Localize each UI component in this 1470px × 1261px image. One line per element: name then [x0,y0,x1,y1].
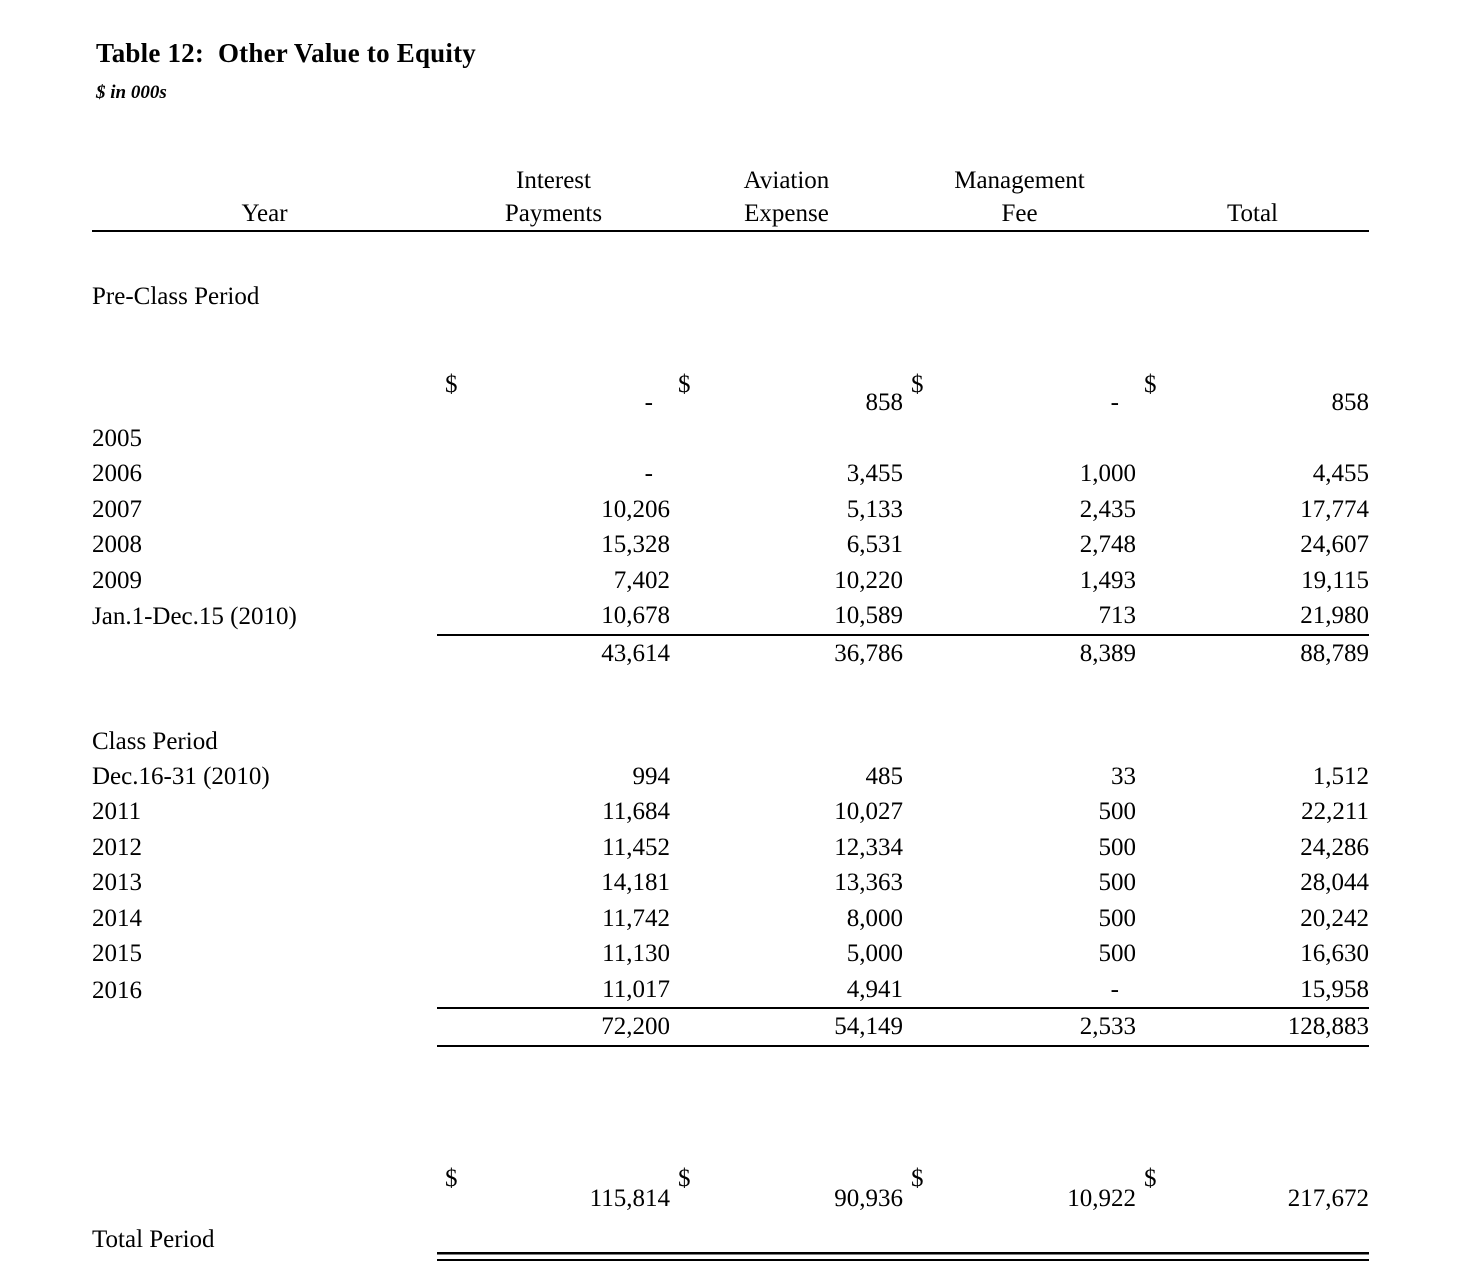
cell-value: 115,814 [589,1185,670,1212]
table-row [92,794,1369,830]
cell-total: 21,980 [1136,598,1369,635]
cell-aviation-expense: 485 [865,762,903,790]
cell-aviation-expense: 13,363 [834,869,903,896]
table-row [92,936,1369,972]
cell-total [1136,314,1369,456]
header-line2 [92,197,1369,231]
row-label: 2008 [92,531,142,558]
cell-aviation-expense: 6,531 [846,531,903,558]
cell-aviation-expense: 12,334 [834,833,903,861]
column-header-management: Fee [903,197,1136,231]
subtotal-aviation-expense: 36,786 [834,639,903,667]
table-row [92,456,1369,492]
cell-total: 20,242 [1300,904,1369,932]
cell-interest-payments: 11,017 [437,972,670,1009]
cell-value: 10,922 [1067,1185,1136,1212]
cell-management-fee: 500 [1098,798,1136,825]
header-line1 [92,164,1369,197]
cell-value: - [644,389,653,416]
table-row [92,830,1369,866]
cell-aviation-expense: 10,027 [834,798,903,825]
cell-interest-payments: 14,181 [601,869,670,896]
cell-aviation-expense: 4,941 [670,972,903,1009]
table-row [92,901,1369,937]
column-header-aviation: Expense [670,197,903,231]
column-header-interest: Payments [437,197,670,231]
cell-interest-payments: - [644,460,653,487]
table-row [92,759,1369,795]
section-heading-class [92,724,1369,759]
cell-interest-payments: 11,684 [602,798,670,825]
grand-total-label: Total Period [92,1226,215,1253]
row-label: 2015 [92,940,142,967]
cell-aviation-expense: 10,220 [834,566,903,594]
cell-total: 4,455 [1312,460,1369,487]
column-header-interest-line1: Interest [516,167,591,194]
cell-aviation-expense [670,314,903,456]
subtotal-row-class [92,1008,1369,1046]
table-row [92,314,1369,456]
cell-interest-payments: 994 [632,762,670,790]
table-row [92,972,1369,1009]
cell-aviation-expense: 8,000 [846,904,903,932]
cell-value: 858 [1331,389,1369,416]
subtotal-management-fee: 2,533 [903,1008,1136,1046]
cell-management-fee: 500 [1098,904,1136,932]
table-row [92,527,1369,563]
grand-total-interest-payments [437,1099,670,1260]
table-body [92,231,1369,1260]
cell-management-fee: - [903,972,1136,1009]
currency-symbol: $ [445,1165,458,1192]
cell-aviation-expense: 5,133 [846,495,903,523]
cell-management-fee: 500 [1098,869,1136,896]
cell-total: 16,630 [1300,940,1369,967]
row-label: 2012 [92,833,142,861]
table-header [92,140,1369,231]
spacer-between-sections [92,672,1369,724]
row-label: 2005 [92,424,142,452]
subtotal-total: 128,883 [1136,1008,1369,1046]
cell-management-fee [903,314,1136,456]
cell-total: 22,211 [1301,798,1369,825]
cell-value: 90,936 [834,1185,903,1212]
table-row [92,563,1369,599]
cell-total: 19,115 [1301,566,1369,594]
cell-value: 858 [865,389,903,416]
subtotal-label [92,635,437,672]
grand-total-total [1136,1099,1369,1260]
row-label: 2006 [92,460,142,487]
section-heading-pre-class [92,279,1369,314]
table-row [92,865,1369,901]
cell-interest-payments: 15,328 [601,531,670,558]
cell-total: 1,512 [1312,762,1369,790]
row-label: 2016 [92,976,142,1004]
cell-value: - [1110,389,1119,416]
grand-total-aviation-expense [670,1099,903,1260]
cell-aviation-expense: 5,000 [846,940,903,967]
column-header-year: Year [92,197,437,231]
currency-symbol: $ [911,1165,924,1192]
cell-interest-payments: 10,678 [437,598,670,635]
cell-aviation-expense: 3,455 [846,460,903,487]
cell-interest-payments: 10,206 [601,495,670,523]
cell-interest-payments: 11,452 [602,833,670,861]
row-label: Jan.1-Dec.15 (2010) [92,603,297,630]
column-header-total: Total [1136,197,1369,231]
column-header-aviation-line1: Aviation [743,167,830,194]
currency-symbol: $ [911,371,924,399]
row-label: 2014 [92,904,142,932]
cell-management-fee: 1,493 [1079,566,1136,594]
cell-management-fee: 2,435 [1079,495,1136,523]
cell-total: 28,044 [1300,869,1369,896]
column-header-total-line1 [1136,164,1369,197]
cell-interest-payments: 11,130 [602,940,670,967]
subtotal-aviation-expense: 54,149 [670,1008,903,1046]
cell-aviation-expense: 10,589 [670,598,903,635]
cell-total: 15,958 [1136,972,1369,1009]
currency-symbol: $ [445,371,458,399]
cell-interest-payments: 7,402 [613,566,670,594]
row-label: 2009 [92,566,142,594]
currency-symbol: $ [1144,371,1157,399]
other-value-to-equity-table [92,140,1369,1261]
column-header-management-line1: Management [954,167,1085,194]
table-row [92,492,1369,528]
cell-management-fee: 500 [1098,833,1136,861]
currency-symbol: $ [678,1165,691,1192]
spacer-after-header [92,231,1369,279]
cell-total: 24,607 [1300,531,1369,558]
subtotal-interest-payments: 43,614 [601,639,670,667]
header-spacer [92,140,1369,164]
cell-management-fee: 33 [1111,762,1136,790]
cell-interest-payments [437,314,670,456]
section-heading-label: Pre-Class Period [92,283,260,310]
cell-value: 217,672 [1287,1185,1369,1212]
currency-symbol: $ [1144,1165,1157,1192]
subtotal-interest-payments: 72,200 [437,1008,670,1046]
spacer-before-grand-total [92,1046,1369,1099]
row-label: 2007 [92,495,142,523]
subtotal-row-pre-class [92,635,1369,672]
cell-total: 17,774 [1300,495,1369,523]
cell-total: 24,286 [1300,833,1369,861]
cell-management-fee: 500 [1098,940,1136,967]
subtotal-management-fee: 8,389 [1079,639,1136,667]
row-label: Dec.16-31 (2010) [92,762,270,790]
units-subtitle: $ in 000s [96,82,167,103]
column-header-year-line1 [92,164,437,197]
table-row [92,598,1369,635]
cell-management-fee: 2,748 [1079,531,1136,558]
subtotal-label [92,1008,437,1046]
cell-management-fee: 1,000 [1079,460,1136,487]
currency-symbol: $ [678,371,691,399]
section-heading-label: Class Period [92,727,218,755]
grand-total-management-fee [903,1099,1136,1260]
page-title: Table 12: Other Value to Equity [96,38,476,68]
row-label: 2011 [92,798,142,825]
cell-management-fee: 713 [903,598,1136,635]
cell-interest-payments: 11,742 [602,904,670,932]
row-label: 2013 [92,869,142,896]
grand-total-row [92,1099,1369,1260]
subtotal-total: 88,789 [1300,639,1369,667]
